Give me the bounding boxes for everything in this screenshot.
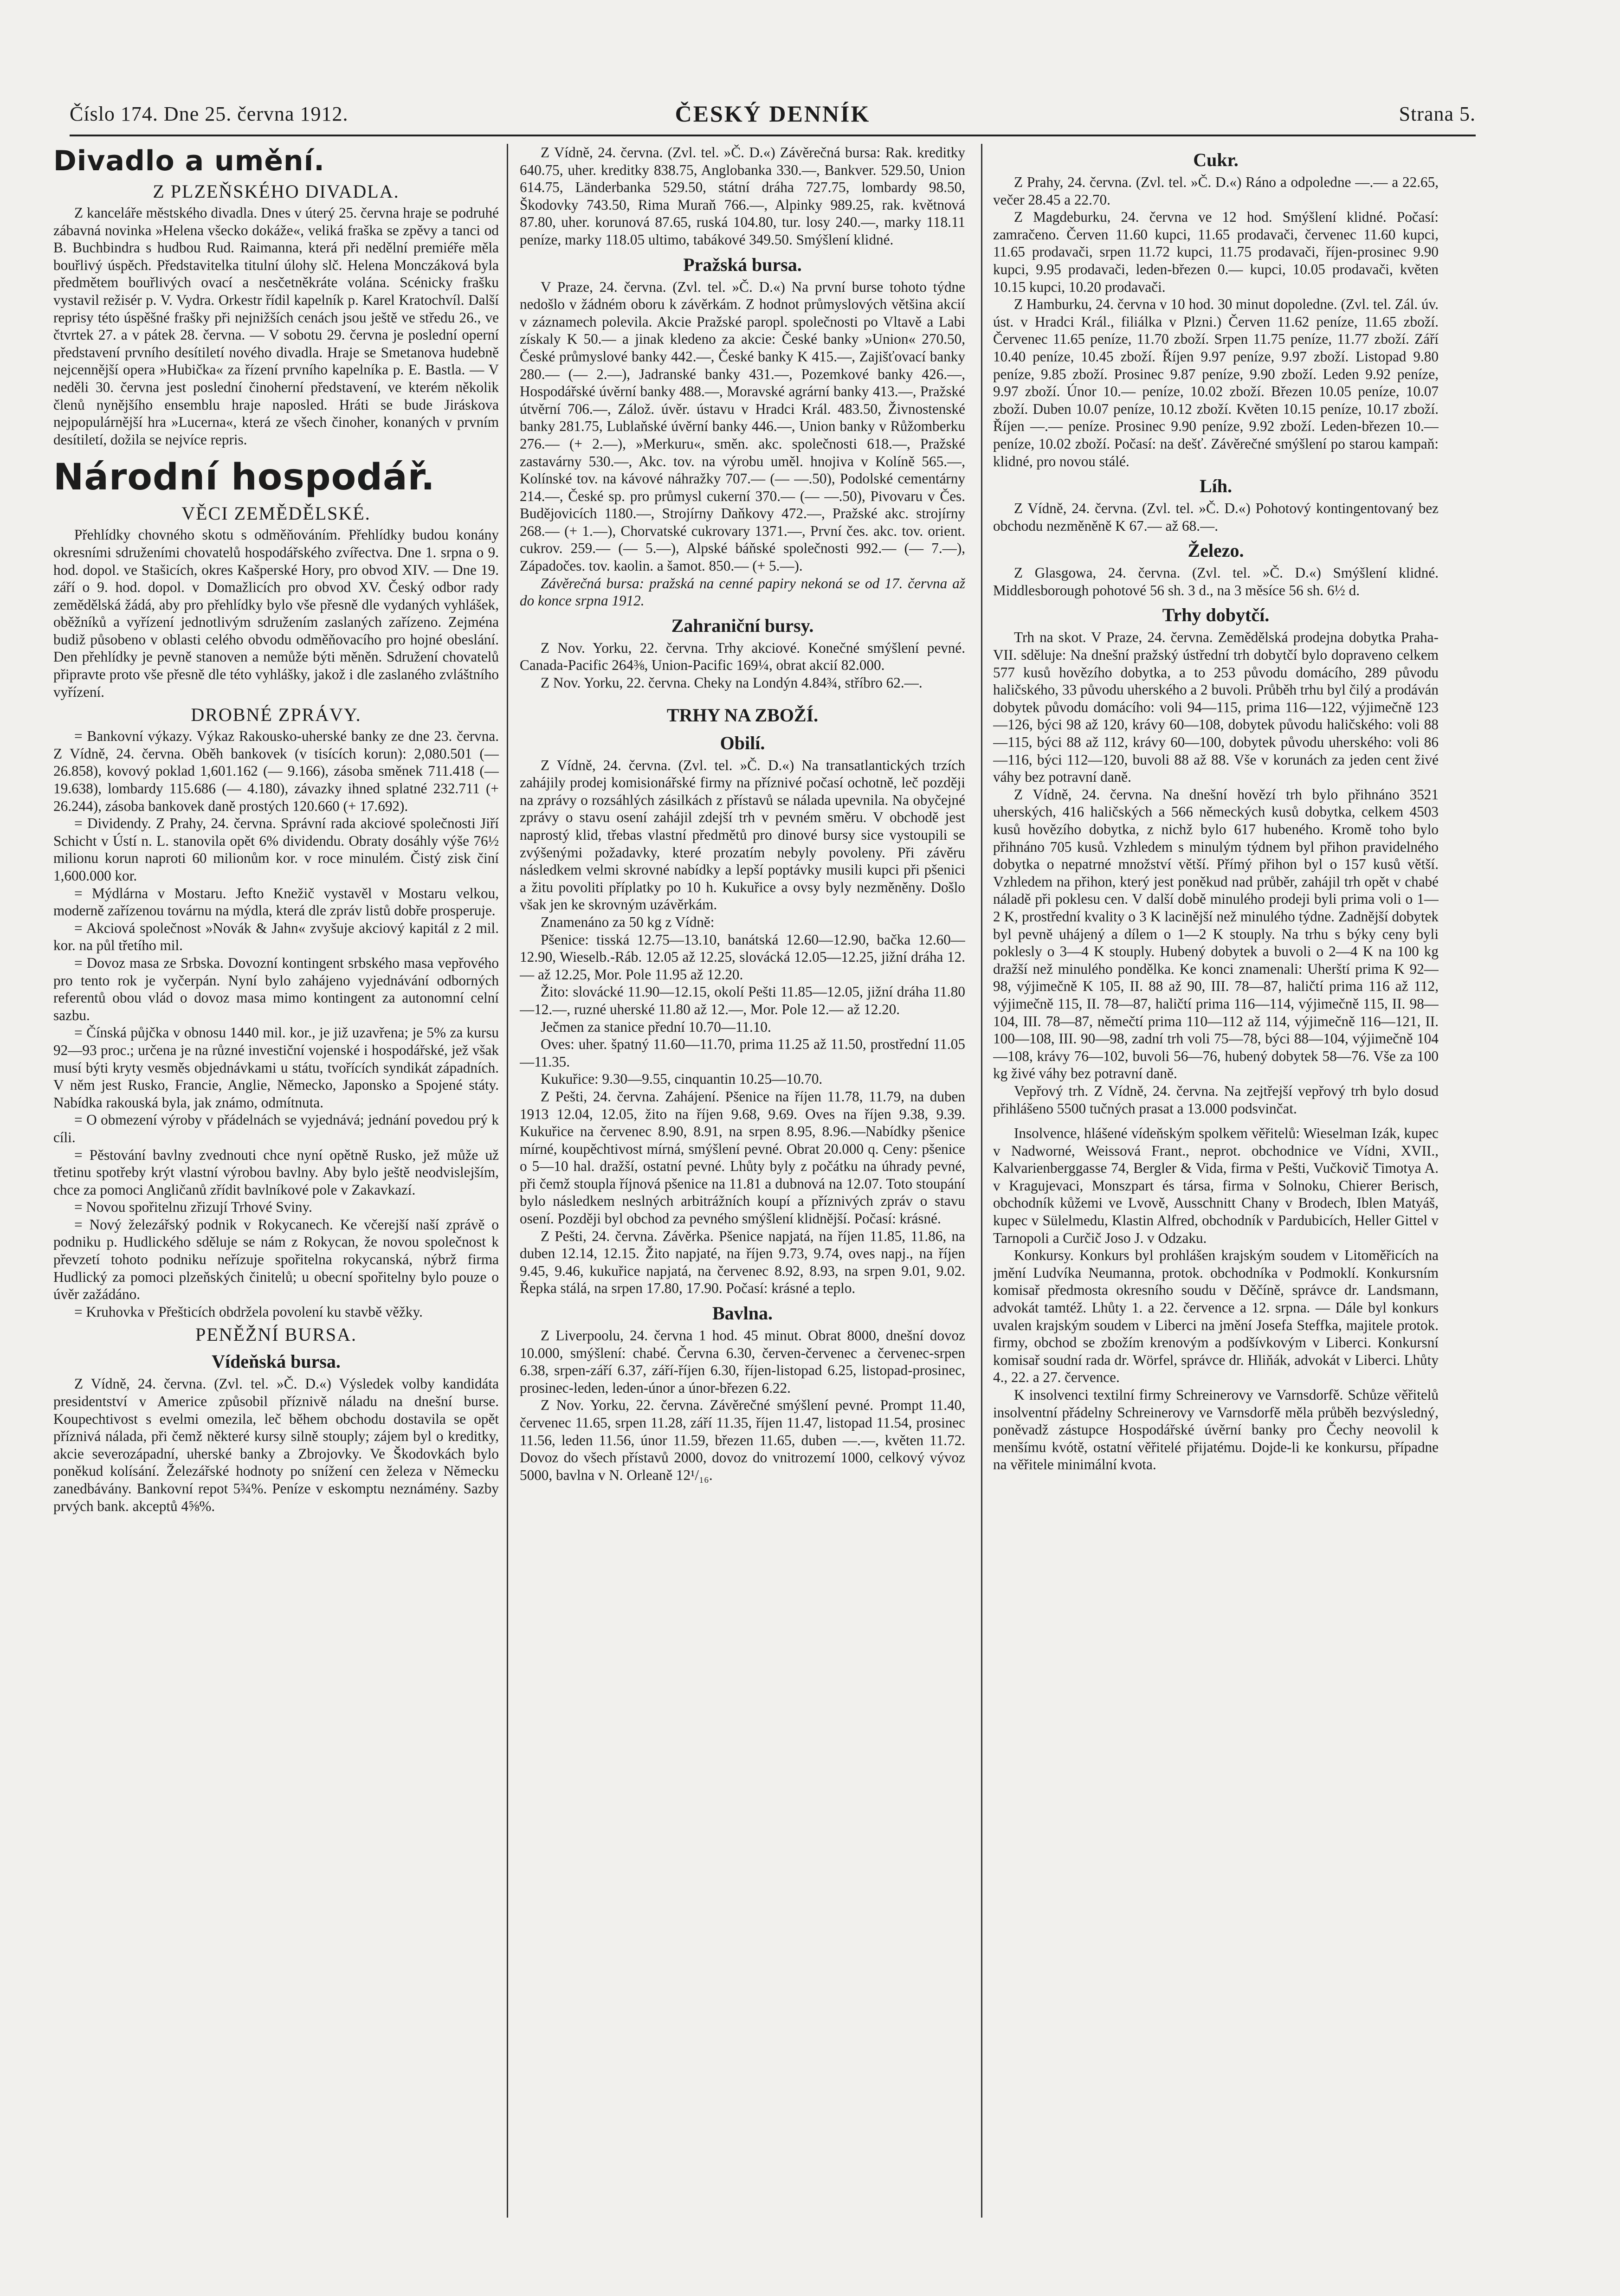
article-heading: Pražská bursa. (683, 254, 802, 275)
article-paragraph: Z Pešti, 24. června. Zahájení. Pšenice na říjen 11.78, 11.79, na duben 1913 12.04, 12.05, žito na říjen 9.68, 9.69. Oves na říjen 9.38, 9.39. Kukuřice na červenec 8.90, 8.91, na srpen 8.95, 8.96.—Nabídky pšenice mírné, koupěchtivost mírná, smýšlení pevné. Obrat 20.000 q. Ceny: pšenice o 5—10 hal. dražší, ostatní pevné. Lhůty byly z počátku na úhrady pevné, při čemž stoupla říjnová pšenice na 11.81 a dubnová na 12.07. Toto stoupání bylo následkem neslných arbitrážních koupí a příznivých zpráv o stavu osení. Později byl obchod za pevného smýšlení klidnější. Počasí: krásné. (520, 1088, 965, 1227)
spacer (520, 692, 965, 699)
article-paragraph: = Čínská půjčka v obnosu 1440 mil. kor., je již uzavřena; je 5% za kursu 92—93 proc.; určena je na různé investiční vojenské i hospodářské, jež však musí býti kryty vesměs objednávkami u státu, tvořících syndikát západních. V něm jest Rusko, Francie, Anglie, Německo, Japonsko a Spojené státy. Nabídka rakouská byla, jak známo, odmítnuta. (53, 1024, 499, 1111)
column-divider (507, 144, 508, 2218)
article-paragraph: Insolvence, hlášené vídeňským spolkem věřitelů: Wieselman Izák, kupec v Nadworné, Weissová Frant., neprot. obchodnice ve Vídni, XVII., Kalvarienberggasse 74, Bergler & Vida, firma v Pešti, Vučkovič Timotya A. v Kragujevaci, Monszpart és társa, firma v Solnoku, Chierer Berisch, obchodník kůžemi ve Lvově, Ausschnitt Chany v Brodech, Iblen Matyáš, kupec v Sülelmedu, Klastin Alfred, obchodník v Pardubicích, Heller Gittel v Tarnopoli a Curčič Joso J. v Odzaku. (993, 1125, 1439, 1246)
article-paragraph: Znamenáno za 50 kg z Vídně: (541, 913, 715, 930)
masthead-title: ČESKÝ DENNÍK (675, 101, 871, 127)
article-heading: Bavlna. (712, 1303, 773, 1324)
note-paragraph: Závěrečná bursa: pražská na cenné papiry nekoná se od 17. června až do konce srpna 1912. (520, 575, 965, 609)
article-heading: Železo. (1188, 540, 1244, 561)
page-header (70, 97, 1476, 136)
article-heading: Líh. (1199, 476, 1233, 497)
article-paragraph: Trh na skot. V Praze, 24. června. Zemědělská prodejna dobytka Praha-VII. sděluje: Na dnešní pražský ústřední trh dobytčí bylo dopraveno celkem 577 kusů hovězího dobytka, a to 253 původu domácího, 289 původu haličského, 33 původu uherského a 2 buvoli. Průběh trhu byl čilý a prodáván dobytek původu domácího: voli 94—115, prima 116—122, výjimečně 123—126, býci 98 až 120, krávy 60—108, dobytek původu haličského: voli 88—115, býci 88 až 112, krávy 60—100, dobytek původu uherského: voli 86—116, býci 112—120, buvoli 88 až 88. Vše v korunách za jeden cent živé váhy bez potravní daně. (993, 629, 1439, 785)
article-heading: Vídeňská bursa. (212, 1351, 341, 1372)
article-paragraph: Pšenice: tisská 12.75—13.10, banátská 12.60—12.90, bačka 12.60—12.90, Wieselb.-Ráb. 12.05 až 12.25, slovácká 12.05—12.25, jižní dráha 12.— až 12.25, Mor. Pole 11.95 až 12.20. (520, 931, 965, 983)
section-heading: Divadlo a umění. (53, 145, 325, 177)
article-paragraph: Kukuřice: 9.30—9.55, cinquantin 10.25—10.70. (541, 1071, 823, 1087)
subsection-heading: VĚCI ZEMĚDĚLSKÉ. (181, 503, 371, 524)
article-paragraph: Ječmen za stanice přední 10.70—11.10. (541, 1018, 771, 1035)
article-paragraph: Žito: slovácké 11.90—12.15, okolí Pešti 11.85—12.05, jižní dráha 11.80—12.—, ruzné uherské 11.80 až 12.—, Mor. Pole 12.— až 12.20. (520, 984, 965, 1017)
column-middle (520, 144, 965, 2259)
article-paragraph: Z Pešti, 24. června. Závěrka. Pšenice napjatá, na říjen 11.85, 11.86, na duben 12.14, 12.15. Žito napjaté, na říjen 9.73, 9.74, oves napj., na říjen 9.45, 9.46, kukuřice napjatá, na červenec 8.92, 8.93, na srpen 9.01, 9.02. Řepka stálá, na srpen 17.80, 17.90. Počasí: krásné a teplo. (520, 1228, 965, 1297)
article-paragraph: K insolvenci textilní firmy Schreinerovy ve Varnsdorfě. Schůze věřitelů insolventní přádelny Schreinerovy ve Varnsdorfě měla průběh bezvýsledný, poněvadž zástupce Hospodářské úvěrní banky pro Čechy neovolil k menšímu kvótě, ostatní věřitelé přijatému. Dojde-li ke konkursu, případne na věřitele minimální kvota. (993, 1387, 1439, 1473)
article-paragraph: Z Nov. Yorku, 22. června. Cheky na Londýn 4.84¾, stříbro 62.—. (541, 675, 923, 691)
section-heading: Národní hospodář. (53, 457, 435, 499)
article-paragraph: = Novou spořitelnu zřizují Trhové Sviny. (74, 1199, 312, 1216)
article-heading: TRHY NA ZBOŽÍ. (666, 704, 819, 726)
article-paragraph: = Dovoz masa ze Srbska. Dovozní kontingent srbského masa vepřového pro tento rok je vyčerpán. Nyní bylo zahájeno vyjednávání odborných referentů obou vlád o dovoz masa mimo kontingent za autonomní celní sazbu. (53, 954, 499, 1023)
article-heading: Trhy dobytčí. (1162, 605, 1270, 626)
article-paragraph: Z Hamburku, 24. června v 10 hod. 30 minut dopoledne. (Zvl. tel. Zál. úv. úst. v Hradci Král., filiálka v Plzni.) Červen 11.62 peníze, 11.65 zboží. Červenec 11.65 peníze, 11.70 zboží. Srpen 11.75 peníze, 11.77 zboží. Září 10.40 peníze, 10.45 zboží. Říjen 9.97 peníze, 9.97 zboží. Listopad 9.80 peníze, 9.85 zboží. Prosinec 9.87 peníze, 9.90 zboží. Leden 9.92 peníze, 9.97 zboží. Únor 10.— peníze, 10.02 zboží. Březen 10.05 peníze, 10.07 zboží. Duben 10.07 peníze, 10.12 zboží. Květen 10.15 peníze, 10.17 zboží. Říjen —.— peníze. Prosinec 9.90 peníze, 9.92 zboží. Leden-březen 10.— peníze, 10.02 zboží. Počasí: na dešť. Závěrečné smýšlení po starou kampaň: klidné, pro novou stálé. (993, 296, 1439, 469)
article-paragraph: V Praze, 24. června. (Zvl. tel. »Č. D.«) Na první burse tohoto týdne nedošlo v žádném oboru k závěrkám. Z hodnot průmyslových většina akcií v záznamech polevila. Akcie Pražské paropl. společnosti po Vltavě a Labi získaly K 50.— a jinak kledeno za akcie: České banky »Union« 270.50, České průmyslové banky 442.—, České banky K 415.—, Zajišťovací banky 280.— (— 2.—), Jadranské banky 431.—, Pozemkové banky 426.—, Hospodářské úvěrní banky 488.—, Moravské agrární banky 413.—, Pražské útvěrní 706.—, Zálož. úvěr. ústavu v Hradci Král. 483.50, Živnostenské banky 281.75, Lublaňské úvěrní banky 446.—, Union banky v Růžomberku 276.— (+ 2.—), »Merkuru«, směn. akc. společnosti 618.—, Pražské zastavárny 530.—, Akc. tov. na výrobu uměl. hnojiva v Kolíně 565.—, Kolínské tov. na kávové náhražky 707.— (— —.50), Podolské cementárny 214.—, České sp. pro průmysl cukerní 370.— (— —.50), Pivovaru v Čes. Budějovicích 1180.—, Strojírny Daňkovy 472.—, Pražské akc. strojírny 268.— (+ 1.—), Chorvatské cukrovary 1371.—, První čes. akc. tov. orient. cukrov. 259.— (— 5.—), Alpské báňské společnosti 992.— (— 7.—), Západočes. tov. kaolin. a šamot. 850.— (+ 5.—). (520, 278, 965, 574)
column-left (53, 144, 499, 2259)
column-right (993, 144, 1439, 2259)
article-paragraph: = Kruhovka v Přešticích obdržela povolení ku stavbě věžky. (74, 1303, 423, 1320)
subsection-heading: DROBNÉ ZPRÁVY. (191, 704, 361, 726)
article-paragraph: Z Magdeburku, 24. června ve 12 hod. Smýšlení klidné. Počasí: zamračeno. Červen 11.60 kupci, 11.65 prodavači, červenec 11.60 kupci, 11.65 prodavači, srpen 11.72 kupci, 11.75 prodavači, říjen-prosinec 9.90 kupci, 9.95 prodavači, leden-březen 0.— kupci, 10.05 prodavači, květen 10.15 kupci, 10.20 prodavači. (993, 209, 1439, 295)
article-paragraph: Konkursy. Konkurs byl prohlášen krajským soudem v Litoměřicích na jmění Ludvíka Neumanna, protok. obchodníka v Podmoklí. Konkursním komisař předmosta okresního soudu v Děčíně, správce dr. Landsmann, advokát tamtéž. Lhůty 1. a 22. července a 12. srpna. — Dále byl konkurs uvalen krajským soudem v Liberci na jmění Josefa Steffka, majitele protok. firmy, obchod se zbožím krenovým a podšívkovým v Liberci. Konkursní komisař soudní rada dr. Wörfel, správce dr. Hliňák, advokát v Liberci. Lhůty 4., 22. a 27. července. (993, 1247, 1439, 1386)
article-paragraph: Z Prahy, 24. června. (Zvl. tel. »Č. D.«) Ráno a odpoledne —.— a 22.65, večer 28.45 a 22.70. (993, 174, 1439, 208)
article-paragraph: Z Vídně, 24. června. (Zvl. tel. »Č. D.«) Na transatlantických trzích zahájily prodej komisionářské firmy na příznivé počasí ochotně, leč později na zprávy o rozsáhlých zásilkách z přístavů se nálada upevnila. Na obyčejné zprávy o stavu osení zahájil zdejší trh v pevném směru. V obchodě jest naprostý klid, třebas vlastní předmětů pro dinové bursy sice vystoupili se zvýšenými požadavky, které prozatím nebyly povoleny. Při závěru následkem velmi skrovné nabídky a lepší poptávky musili kupci při pšenici a žitu povoliti příplatky po 10 h. Kukuřice a ovsy byly nezměněny. Došlo však jen ke skrovným uzávěrkám. (520, 757, 965, 913)
article-heading: Obilí. (720, 732, 765, 753)
article-heading: Zahraniční bursy. (671, 615, 814, 636)
article-paragraph: Z Vídně, 24. června. (Zvl. tel. »Č. D.«) Výsledek volby kandidáta presidentství v Americe způsobil příznivě náladu na dnešní burse. Koupechtivost s evelmi omezila, leč během obchodu dostavila se opět příznivá nálada, při čemž některé kursy silně stouply; zájem byl o kreditky, akcie severozápadní, uherské banky a Zbrojovky. Ve Škodovkách bylo poněkud kolísání. Železářské hodnoty po snížení cen železa v Německu zanedbávány. Bankovní repot 5¾%. Peníze v eskomptu neznámény. Sazby prvých bank. akceptů 4⅝%. (53, 1376, 499, 1514)
column-divider (981, 144, 982, 2218)
article-paragraph: Z kanceláře městského divadla. Dnes v úterý 25. června hraje se podruhé zábavná novinka »Helena všecko dokáže«, veliká fraška se zpěvy a tanci od B. Buchbindra s hudbou Rud. Raimanna, která při nedělní premiéře měla bouřlivý úspěch. Představitelka titulní úlohy slč. Helena Monczáková byla předmětem bouřlivých ovací a nesčetněkráte volána. Scénicky frašku vystavil režisér p. V. Vydra. Orkestr řídil kapelník p. Karel Kratochvíl. Další reprisy této úspěšné frašky při nejnižších cenách jsou ještě ve středu 26., ve čtvrtek 27. a v pátek 28. června. — V sobotu 29. června je poslední operní představení prvního desítiletí nového divadla. Hraje se Smetanova hudebně nejcennější opera »Hubička« za řízení prvního kapelníka p. E. Bastla. — V neděli 30. června jest poslední činoherní představení, ve kterém několik členů nynějšího ensemblu hraje naposled. Hráti se bude Jiráskova nejpopulárnější hra »Lucerna«, která ze všech činoher, konaných v prvním desítiletí, dožila se nejvíce repris. (53, 205, 499, 448)
article-paragraph: Z Nov. Yorku, 22. června. Závěrečné smýšlení pevné. Prompt 11.40, červenec 11.65, srpen 11.28, září 11.35, říjen 11.47, listopad 11.54, prosinec 11.56, leden 11.56, únor 11.59, březen 11.65, duben —.—, květen 11.72. Dovoz do všech přístavů 2000, dovoz do vnitrozemí 1000, celkový vývoz 5000, bavlna v N. Orleaně 12¹/₁₆. (520, 1397, 965, 1483)
article-paragraph: Z Vídně, 24. června. (Zvl. tel. »Č. D.«) Závěrečná bursa: Rak. kreditky 640.75, uher. kreditky 838.75, Anglobanka 330.—, Bankver. 529.50, Union 614.75, Länderbanka 529.50, státní dráha 727.75, lombardy 98.50, Škodovky 743.50, Rima Muraň 766.—, Alpinky 989.25, rak. květnová 87.80, uher. korunová 87.65, ruská 104.80, tur. losy 240.—, marky 118.11 peníze, marky 118.05 ultimo, tabákové 349.50. Smýšlení klidné. (520, 144, 965, 248)
article-paragraph: Vepřový trh. Z Vídně, 24. června. Na zejtřejší vepřový trh bylo dosud přihlášeno 5500 tučných prasat a 13.000 podsvinčat. (993, 1082, 1439, 1117)
article-paragraph: = Dividendy. Z Prahy, 24. června. Správní rada akciové společnosti Jiří Schicht v Ústí n. L. stanovila opět 6% dividendu. Obraty dosáhly výše 76½ milionu korun naproti 60 milionům kor. v roce minulém. Čistý zisk činí 1,600.000 kor. (53, 815, 499, 884)
article-paragraph: Oves: uher. špatný 11.60—11.70, prima 11.25 až 11.50, prostřední 11.05—11.35. (520, 1036, 965, 1070)
article-paragraph: Přehlídky chovného skotu s odměňováním. Přehlídky budou konány okresními sdruženími chovatelů hospodářského zvířectva. Dne 1. srpna o 9. hod. dopol. ve Stašicích, okres Kašperské Hory, pro obvod XIV. — Dne 19. září o 9. hod. dopol. v Domažlicích pro obvod XV. Český odbor rady zemědělská žádá, aby pro přehlídky bylo vše přesně dle vydaných vyhlášek, oběžníků a vyřízení jednotlivým sdružením zaslaných zařízeno. Zejména budiž působeno v oblasti celého obvodu odměňovacího pro hojné obeslání. Den přehlídky je pevně stanoven a nemůže býti měněn. Sdružení chovatelů připravte proto vše přesně dle této vyhlášky, jakož i dle zaslaného zvláštního vyřízení. (53, 527, 499, 700)
article-paragraph: Z Liverpoolu, 24. června 1 hod. 45 minut. Obrat 8000, dnešní dovoz 10.000, smýšlení: chabé. Června 6.30, červen-červenec a červenec-srpen 6.38, srpen-září 6.37, září-říjen 6.30, říjen-listopad 6.25, listopad-prosinec, prosinec-leden, leden-únor a únor-březen 6.22. (520, 1327, 965, 1396)
article-paragraph: = Mýdlárna v Mostaru. Jefto Knežič vystavěl v Mostaru velkou, moderně zařízenou továrnu na mýdla, která dle zpráv listů dobře prosperuje. (53, 885, 499, 919)
article-heading: Cukr. (1193, 149, 1239, 170)
subsection-heading: PENĚŽNÍ BURSA. (195, 1324, 357, 1345)
spacer (993, 1117, 1439, 1125)
article-paragraph: = O obmezení výroby v přádelnách se vyjednává; jednání povedou prý k cíli. (53, 1112, 499, 1145)
article-paragraph: = Akciová společnost »Novák & Jahn« zvyšuje akciový kapitál z 2 mil. kor. na půl třetího mil. (53, 920, 499, 954)
article-paragraph: Z Vídně, 24. června. Na dnešní hovězí trh bylo přihnáno 3521 uherských, 416 haličských a 566 německých kusů dobytka, celkem 4503 kusů hovězího dobytka, z nichž bylo 617 hubeného. Kromě toho bylo přihnáno 705 kusů. Vzhledem s minulým týdnem byl přihon pravidelného dobytka o nepatrné množství větší. Přímý přihon byl o 157 kusů větší. Vzhledem na přihon, který jest poněkud nad průběr, zahájil trh opět v chabé náladě při poklesu cen. V další době minulého prodeji byli prima voli o 1—2 K, prostřední kvality o 3 K lacinější než minulého týdne. Zadnější dobytek byl pevně uhájený a dílem o 1—2 K stouply. Na trhu s býky ceny byli poklesly o 3—4 K stouply. Hubený dobytek a buvoli o 2—4 K na 100 kg dražší než minulého pondělka. Ke konci znamenali: Uherští prima K 92—98, výjimečně K 105, II. 88 až 90, III. 78—87, haličtí prima 116 až 112, výjimečně 115, II. 78—87, haličtí prima 116—114, výjimečně 115, II. 98—104, III. 78—87, němečtí prima 110—112 až 114, výjimečně 116—121, II. 100—108, III. 90—98, zadní trh voli 75—78, býci 88—104, výjimečně 104—108, krávy 76—102, buvoli 56—76, hubený dobytek 58—76. Vše za 100 kg živé váhy bez potravní daně. (993, 786, 1439, 1082)
subsection-heading: Z PLZEŇSKÉHO DIVADLA. (153, 181, 400, 202)
issue-date: Číslo 174. Dne 25. června 1912. (70, 103, 349, 125)
article-paragraph: Z Glasgowa, 24. června. (Zvl. tel. »Č. D.«) Smýšlení klidné. Middlesborough pohotové 56 sh. 3 d., na 3 měsíce 56 sh. 6½ d. (993, 565, 1439, 598)
article-paragraph: = Nový železářský podnik v Rokycanech. Ke včerejší naší zprávě o podniku p. Hudlického sděluje se nám z Rokycan, že novou společnost k převzetí tohoto podniku neřízuje spořitelna rokycanská, nýbrž firma Hudlický za pomoci plzeňských činitelů; u obecní spořitelny bylo pouze o úvěr zažádáno. (53, 1216, 499, 1303)
article-paragraph: Z Nov. Yorku, 22. června. Trhy akciové. Konečné smýšlení pevné. Canada-Pacific 264⅜, Union-Pacific 169¼, obrat akcií 82.000. (520, 639, 965, 674)
article-paragraph: = Bankovní výkazy. Výkaz Rakousko-uherské banky ze dne 23. června. Z Vídně, 24. června. Oběh bankovek (v tisících korun): 2,080.501 (— 26.858), kovový poklad 1,601.162 (— 9.166), zásoba směnek 711.418 (— 19.638), lombardy 115.686 (— 4.180), závazky ihned splatné 232.711 (+ 26.244), zásoba bankovek daně prostých 120.660 (+ 17.692). (53, 728, 499, 814)
article-paragraph: = Pěstování bavlny zvednouti chce nyní opětně Rusko, jež může už třetinu spotřeby krýt vlastní výrobou bavlny. Aby bylo ještě neodvislejším, chce za pomoci Angličanů zřídit bavlníkové pole v Zakavkazí. (53, 1146, 499, 1198)
page-number: Strana 5. (1399, 103, 1476, 125)
article-paragraph: Z Vídně, 24. června. (Zvl. tel. »Č. D.«) Pohotový kontingentovaný bez obchodu nezměněně K 67.— až 68.—. (993, 500, 1439, 534)
